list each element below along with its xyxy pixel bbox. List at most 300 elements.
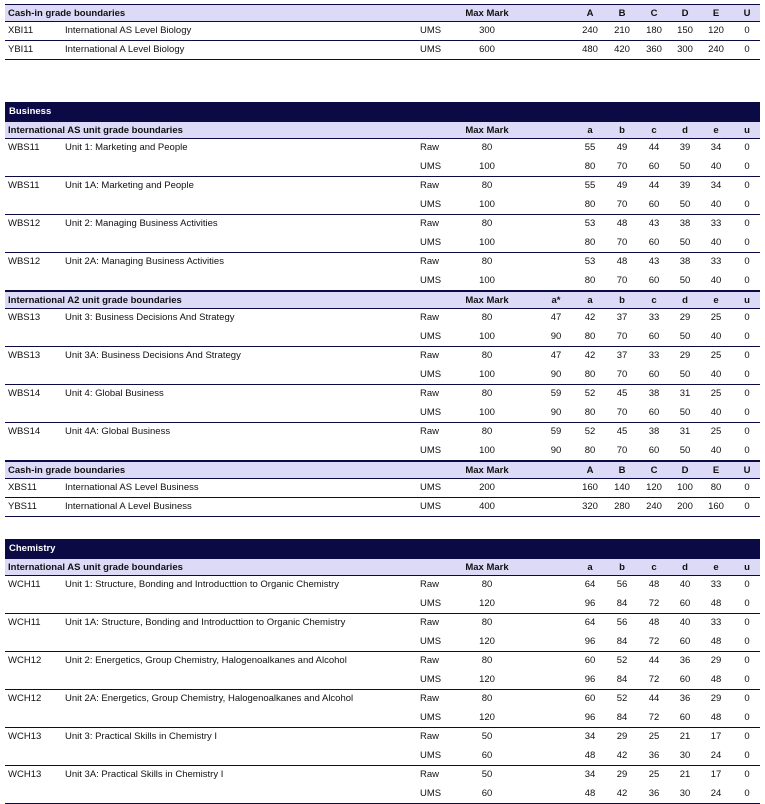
grade-cell: 50 bbox=[679, 445, 691, 456]
grade-cell: 80 bbox=[584, 407, 596, 418]
mark-type: UMS bbox=[420, 25, 442, 36]
grade-cell: u bbox=[744, 125, 750, 136]
max-mark: 100 bbox=[479, 161, 495, 172]
mark-type: UMS bbox=[420, 636, 442, 647]
grade-cell: 36 bbox=[648, 788, 660, 799]
grade-cell: 53 bbox=[584, 218, 596, 229]
grade-cell: 21 bbox=[679, 769, 691, 780]
mark-type: Raw bbox=[420, 769, 440, 780]
grade-cell bbox=[544, 633, 568, 651]
mark-type: Raw bbox=[420, 426, 440, 437]
grade-cell: 70 bbox=[616, 407, 628, 418]
grade-cell: 30 bbox=[679, 788, 691, 799]
grade-cell: 70 bbox=[616, 237, 628, 248]
mark-type: UMS bbox=[420, 369, 442, 380]
grade-cell: 55 bbox=[584, 180, 596, 191]
table-header bbox=[5, 291, 760, 309]
unit-code: WCH13 bbox=[8, 731, 42, 742]
table-row bbox=[5, 614, 760, 633]
grade-cell bbox=[544, 595, 568, 613]
grade-cell bbox=[544, 498, 568, 516]
mark-type: UMS bbox=[420, 407, 442, 418]
max-mark: 80 bbox=[481, 693, 493, 704]
grade-cell: 42 bbox=[616, 750, 628, 761]
table-row bbox=[5, 253, 760, 272]
grade-cell: 53 bbox=[584, 256, 596, 267]
table-row bbox=[5, 671, 760, 690]
max-mark: 80 bbox=[481, 142, 493, 153]
grade-cell: 29 bbox=[616, 769, 628, 780]
table-row bbox=[5, 728, 760, 747]
grade-cell: a bbox=[587, 125, 593, 136]
mark-type: Raw bbox=[420, 655, 440, 666]
grade-cell: 210 bbox=[614, 25, 630, 36]
max-mark: 60 bbox=[481, 750, 493, 761]
mark-type: Raw bbox=[420, 731, 440, 742]
table-row bbox=[5, 785, 760, 804]
table-header bbox=[5, 4, 760, 22]
grade-cell: 33 bbox=[710, 218, 722, 229]
grade-cell: 160 bbox=[708, 501, 724, 512]
table-row bbox=[5, 196, 760, 215]
grade-cell: c bbox=[651, 562, 657, 573]
grade-cell: 60 bbox=[648, 445, 660, 456]
mark-type: Raw bbox=[420, 350, 440, 361]
header-max-mark: Max Mark bbox=[465, 295, 509, 306]
max-mark: 100 bbox=[479, 199, 495, 210]
mark-type: Raw bbox=[420, 312, 440, 323]
table-row bbox=[5, 709, 760, 728]
grade-cell: 48 bbox=[648, 579, 660, 590]
table-row bbox=[5, 766, 760, 785]
grade-cell bbox=[544, 41, 568, 59]
max-mark: 200 bbox=[479, 482, 495, 493]
grade-cell: 34 bbox=[710, 180, 722, 191]
grade-cell: 80 bbox=[584, 275, 596, 286]
grade-cell: 70 bbox=[616, 369, 628, 380]
grade-cell: b bbox=[619, 295, 625, 306]
grade-cell bbox=[544, 158, 568, 176]
grade-cell: 0 bbox=[744, 331, 750, 342]
grade-cell: 47 bbox=[550, 312, 562, 323]
grade-cell bbox=[544, 766, 568, 785]
max-mark: 80 bbox=[481, 388, 493, 399]
grade-cell: 80 bbox=[584, 161, 596, 172]
grade-cell: E bbox=[712, 8, 720, 19]
grade-cell: 0 bbox=[744, 788, 750, 799]
grade-cell: 30 bbox=[679, 750, 691, 761]
grade-cell bbox=[544, 728, 568, 747]
unit-title: Unit 3A: Business Decisions And Strategy bbox=[65, 350, 241, 361]
table-row bbox=[5, 576, 760, 595]
mark-type: Raw bbox=[420, 388, 440, 399]
chemistry-section bbox=[5, 539, 760, 804]
table-row bbox=[5, 272, 760, 291]
max-mark: 100 bbox=[479, 331, 495, 342]
grade-cell: 33 bbox=[710, 256, 722, 267]
biology-cashin-table bbox=[5, 4, 760, 60]
grade-cell: 80 bbox=[584, 199, 596, 210]
table-row bbox=[5, 347, 760, 366]
grade-cell: 70 bbox=[616, 445, 628, 456]
unit-title: International AS Level Biology bbox=[65, 25, 192, 36]
max-mark: 120 bbox=[479, 636, 495, 647]
unit-title: Unit 3: Business Decisions And Strategy bbox=[65, 312, 235, 323]
grade-cell: 0 bbox=[744, 598, 750, 609]
grade-cell: 48 bbox=[710, 674, 722, 685]
unit-title: Unit 1A: Marketing and People bbox=[65, 180, 194, 191]
grade-cell: 43 bbox=[648, 218, 660, 229]
grade-cell: 84 bbox=[616, 636, 628, 647]
grade-cell: 0 bbox=[744, 350, 750, 361]
grade-cell: 52 bbox=[616, 693, 628, 704]
table-row bbox=[5, 328, 760, 347]
grade-cell bbox=[544, 671, 568, 689]
grade-cell: 72 bbox=[648, 598, 660, 609]
grade-cell: 40 bbox=[710, 161, 722, 172]
grade-cell: 72 bbox=[648, 712, 660, 723]
grade-cell: 90 bbox=[550, 445, 562, 456]
grade-cell: 0 bbox=[744, 142, 750, 153]
grade-cell: 70 bbox=[616, 199, 628, 210]
grade-cell: 36 bbox=[679, 693, 691, 704]
grade-cell: 480 bbox=[582, 44, 598, 55]
grade-cell: 200 bbox=[677, 501, 693, 512]
grade-cell: 0 bbox=[744, 237, 750, 248]
mark-type: Raw bbox=[420, 617, 440, 628]
grade-cell: U bbox=[743, 465, 751, 476]
table-row bbox=[5, 747, 760, 766]
grade-cell: 60 bbox=[648, 331, 660, 342]
max-mark: 300 bbox=[479, 25, 495, 36]
grade-cell: 31 bbox=[679, 426, 691, 437]
grade-cell: 44 bbox=[648, 693, 660, 704]
grade-cell: 84 bbox=[616, 712, 628, 723]
grade-cell: 70 bbox=[616, 275, 628, 286]
grade-cell bbox=[544, 122, 568, 138]
grade-cell bbox=[544, 253, 568, 272]
unit-code: WBS14 bbox=[8, 426, 41, 437]
grade-cell: 320 bbox=[582, 501, 598, 512]
grade-cell: 60 bbox=[679, 636, 691, 647]
max-mark: 100 bbox=[479, 369, 495, 380]
grade-cell: 17 bbox=[710, 731, 722, 742]
grade-cell bbox=[544, 139, 568, 158]
grade-cell: 50 bbox=[679, 331, 691, 342]
grade-cell: C bbox=[650, 465, 658, 476]
grade-cell: U bbox=[743, 8, 751, 19]
grade-cell bbox=[544, 479, 568, 497]
table-row bbox=[5, 442, 760, 461]
grade-cell: 96 bbox=[584, 674, 596, 685]
unit-title: Unit 2A: Managing Business Activities bbox=[65, 256, 224, 267]
unit-title: International A Level Business bbox=[65, 501, 192, 512]
grade-cell: 29 bbox=[679, 350, 691, 361]
grade-cell: 60 bbox=[648, 407, 660, 418]
max-mark: 80 bbox=[481, 350, 493, 361]
grade-cell: 50 bbox=[679, 369, 691, 380]
grade-cell: 0 bbox=[744, 655, 750, 666]
grade-cell: 37 bbox=[616, 350, 628, 361]
grade-cell: 0 bbox=[744, 180, 750, 191]
grade-cell: 96 bbox=[584, 712, 596, 723]
grade-cell: 0 bbox=[744, 161, 750, 172]
grade-cell: 42 bbox=[584, 350, 596, 361]
unit-code: WBS13 bbox=[8, 350, 41, 361]
table-header bbox=[5, 558, 760, 576]
grade-cell: 40 bbox=[679, 617, 691, 628]
grade-cell: 0 bbox=[744, 617, 750, 628]
max-mark: 120 bbox=[479, 598, 495, 609]
grade-cell: 0 bbox=[744, 579, 750, 590]
grade-cell: 33 bbox=[710, 617, 722, 628]
grade-cell: 48 bbox=[710, 712, 722, 723]
grade-cell: 0 bbox=[744, 636, 750, 647]
table-row bbox=[5, 498, 760, 517]
grade-cell: 0 bbox=[744, 25, 750, 36]
grade-cell: 50 bbox=[679, 275, 691, 286]
max-mark: 120 bbox=[479, 712, 495, 723]
grade-cell: 280 bbox=[614, 501, 630, 512]
mark-type: UMS bbox=[420, 674, 442, 685]
table-row bbox=[5, 158, 760, 177]
grade-cell: 40 bbox=[710, 407, 722, 418]
grade-cell: A bbox=[586, 465, 594, 476]
grade-cell: 0 bbox=[744, 275, 750, 286]
grade-cell: 140 bbox=[614, 482, 630, 493]
grade-cell: 240 bbox=[708, 44, 724, 55]
grade-cell: E bbox=[712, 465, 720, 476]
grade-cell: 37 bbox=[616, 312, 628, 323]
grade-cell: 24 bbox=[710, 750, 722, 761]
header-label: Cash-in grade boundaries bbox=[8, 465, 126, 476]
grade-cell: 420 bbox=[614, 44, 630, 55]
mark-type: UMS bbox=[420, 275, 442, 286]
unit-code: WCH13 bbox=[8, 769, 42, 780]
max-mark: 100 bbox=[479, 237, 495, 248]
grade-cell: 60 bbox=[584, 655, 596, 666]
grade-cell: 21 bbox=[679, 731, 691, 742]
grade-cell: 60 bbox=[648, 199, 660, 210]
grade-cell: 0 bbox=[744, 218, 750, 229]
grade-cell: 42 bbox=[616, 788, 628, 799]
table-row bbox=[5, 139, 760, 158]
grade-cell bbox=[544, 196, 568, 214]
grade-cell: 55 bbox=[584, 142, 596, 153]
grade-cell: 0 bbox=[744, 501, 750, 512]
grade-cell: 50 bbox=[679, 237, 691, 248]
grade-cell: 56 bbox=[616, 579, 628, 590]
grade-cell: 48 bbox=[616, 218, 628, 229]
grade-cell: 120 bbox=[708, 25, 724, 36]
grade-cell: 40 bbox=[710, 445, 722, 456]
grade-cell: 34 bbox=[584, 769, 596, 780]
grade-cell: 49 bbox=[616, 142, 628, 153]
grade-cell: 36 bbox=[648, 750, 660, 761]
grade-cell: 84 bbox=[616, 674, 628, 685]
grade-cell: 44 bbox=[648, 180, 660, 191]
max-mark: 80 bbox=[481, 180, 493, 191]
grade-cell: 40 bbox=[710, 199, 722, 210]
grade-cell: d bbox=[682, 125, 688, 136]
grade-cell: 31 bbox=[679, 388, 691, 399]
mark-type: UMS bbox=[420, 237, 442, 248]
grade-cell: 0 bbox=[744, 312, 750, 323]
grade-cell: 60 bbox=[648, 237, 660, 248]
unit-code: YBS11 bbox=[8, 501, 37, 512]
grade-cell: 160 bbox=[582, 482, 598, 493]
grade-cell: 50 bbox=[679, 199, 691, 210]
grade-cell: 0 bbox=[744, 693, 750, 704]
grade-cell: 52 bbox=[616, 655, 628, 666]
grade-cell: 40 bbox=[710, 331, 722, 342]
mark-type: Raw bbox=[420, 693, 440, 704]
unit-title: Unit 3A: Practical Skills in Chemistry I bbox=[65, 769, 224, 780]
grade-cell: 150 bbox=[677, 25, 693, 36]
table-row bbox=[5, 41, 760, 60]
grade-cell: u bbox=[744, 562, 750, 573]
grade-cell: 0 bbox=[744, 199, 750, 210]
unit-title: Unit 2: Managing Business Activities bbox=[65, 218, 218, 229]
grade-cell: 360 bbox=[646, 44, 662, 55]
grade-cell: 39 bbox=[679, 180, 691, 191]
grade-cell: 36 bbox=[679, 655, 691, 666]
grade-cell: 0 bbox=[744, 44, 750, 55]
grade-cell: a bbox=[587, 562, 593, 573]
grade-cell: e bbox=[713, 562, 719, 573]
grade-cell: 56 bbox=[616, 617, 628, 628]
grade-cell: 60 bbox=[648, 369, 660, 380]
grade-cell: 44 bbox=[648, 142, 660, 153]
table-row bbox=[5, 309, 760, 328]
table-row bbox=[5, 404, 760, 423]
table-header bbox=[5, 461, 760, 479]
grade-cell: 48 bbox=[616, 256, 628, 267]
section-title: Business bbox=[5, 102, 760, 121]
grade-cell: 39 bbox=[679, 142, 691, 153]
header-max-mark: Max Mark bbox=[465, 125, 509, 136]
max-mark: 600 bbox=[479, 44, 495, 55]
grade-cell: 48 bbox=[584, 788, 596, 799]
grade-cell: 59 bbox=[550, 388, 562, 399]
grade-cell: a* bbox=[551, 295, 561, 306]
mark-type: Raw bbox=[420, 142, 440, 153]
unit-title: International A Level Biology bbox=[65, 44, 185, 55]
unit-code: WCH12 bbox=[8, 655, 42, 666]
grade-cell: 60 bbox=[679, 674, 691, 685]
grade-cell bbox=[544, 215, 568, 234]
grade-cell: 29 bbox=[710, 655, 722, 666]
grade-cell: 70 bbox=[616, 331, 628, 342]
grade-cell: 0 bbox=[744, 426, 750, 437]
mark-type: Raw bbox=[420, 180, 440, 191]
grade-cell: 38 bbox=[679, 218, 691, 229]
grade-cell: 60 bbox=[679, 712, 691, 723]
grade-cell: 80 bbox=[710, 482, 722, 493]
grade-cell: 40 bbox=[710, 237, 722, 248]
unit-title: Unit 4A: Global Business bbox=[65, 426, 171, 437]
max-mark: 50 bbox=[481, 731, 493, 742]
grade-cell: 38 bbox=[679, 256, 691, 267]
header-max-mark: Max Mark bbox=[465, 8, 509, 19]
mark-type: UMS bbox=[420, 44, 442, 55]
grade-cell: 29 bbox=[710, 693, 722, 704]
unit-title: Unit 3: Practical Skills in Chemistry I bbox=[65, 731, 218, 742]
grade-cell: 60 bbox=[648, 161, 660, 172]
grade-cell: 48 bbox=[648, 617, 660, 628]
table-row bbox=[5, 215, 760, 234]
max-mark: 80 bbox=[481, 312, 493, 323]
unit-title: Unit 1: Marketing and People bbox=[65, 142, 188, 153]
mark-type: Raw bbox=[420, 256, 440, 267]
grade-cell bbox=[544, 690, 568, 709]
unit-code: WBS11 bbox=[8, 142, 40, 153]
grade-cell bbox=[544, 177, 568, 196]
grade-cell: 90 bbox=[550, 407, 562, 418]
grade-cell: 90 bbox=[550, 331, 562, 342]
grade-cell: c bbox=[651, 125, 657, 136]
max-mark: 60 bbox=[481, 788, 493, 799]
unit-code: WCH11 bbox=[8, 579, 41, 590]
unit-code: WBS12 bbox=[8, 218, 41, 229]
grade-cell: 70 bbox=[616, 161, 628, 172]
grade-cell: 59 bbox=[550, 426, 562, 437]
table-row bbox=[5, 652, 760, 671]
grade-cell: e bbox=[713, 125, 719, 136]
grade-cell: C bbox=[650, 8, 658, 19]
table-header bbox=[5, 121, 760, 139]
grade-cell: 50 bbox=[679, 407, 691, 418]
grade-cell: 40 bbox=[710, 369, 722, 380]
grade-cell: 96 bbox=[584, 598, 596, 609]
max-mark: 400 bbox=[479, 501, 495, 512]
grade-cell: 0 bbox=[744, 388, 750, 399]
mark-type: UMS bbox=[420, 712, 442, 723]
grade-cell: 34 bbox=[710, 142, 722, 153]
grade-cell bbox=[544, 22, 568, 40]
max-mark: 120 bbox=[479, 674, 495, 685]
grade-cell: 29 bbox=[679, 312, 691, 323]
grade-cell: 48 bbox=[710, 598, 722, 609]
table-row bbox=[5, 385, 760, 404]
grade-cell: 47 bbox=[550, 350, 562, 361]
grade-cell: a bbox=[587, 295, 593, 306]
grade-cell: b bbox=[619, 125, 625, 136]
grade-cell: 240 bbox=[646, 501, 662, 512]
unit-code: WCH12 bbox=[8, 693, 42, 704]
grade-cell bbox=[544, 576, 568, 595]
grade-cell bbox=[544, 559, 568, 575]
grade-cell: D bbox=[681, 465, 689, 476]
grade-cell: 38 bbox=[648, 388, 660, 399]
unit-title: International AS Level Business bbox=[65, 482, 199, 493]
mark-type: UMS bbox=[420, 199, 442, 210]
grade-cell: 0 bbox=[744, 750, 750, 761]
grade-cell: 33 bbox=[648, 312, 660, 323]
grade-cell bbox=[544, 652, 568, 671]
unit-code: WBS13 bbox=[8, 312, 41, 323]
grade-cell: 0 bbox=[744, 445, 750, 456]
unit-code: WBS11 bbox=[8, 180, 40, 191]
max-mark: 80 bbox=[481, 426, 493, 437]
table-row bbox=[5, 423, 760, 442]
unit-title: Unit 1A: Structure, Bonding and Introducttion to Organic Chemistry bbox=[65, 617, 346, 628]
grade-cell: 60 bbox=[679, 598, 691, 609]
max-mark: 80 bbox=[481, 256, 493, 267]
table-row bbox=[5, 595, 760, 614]
grade-cell: 38 bbox=[648, 426, 660, 437]
grade-cell: 84 bbox=[616, 598, 628, 609]
